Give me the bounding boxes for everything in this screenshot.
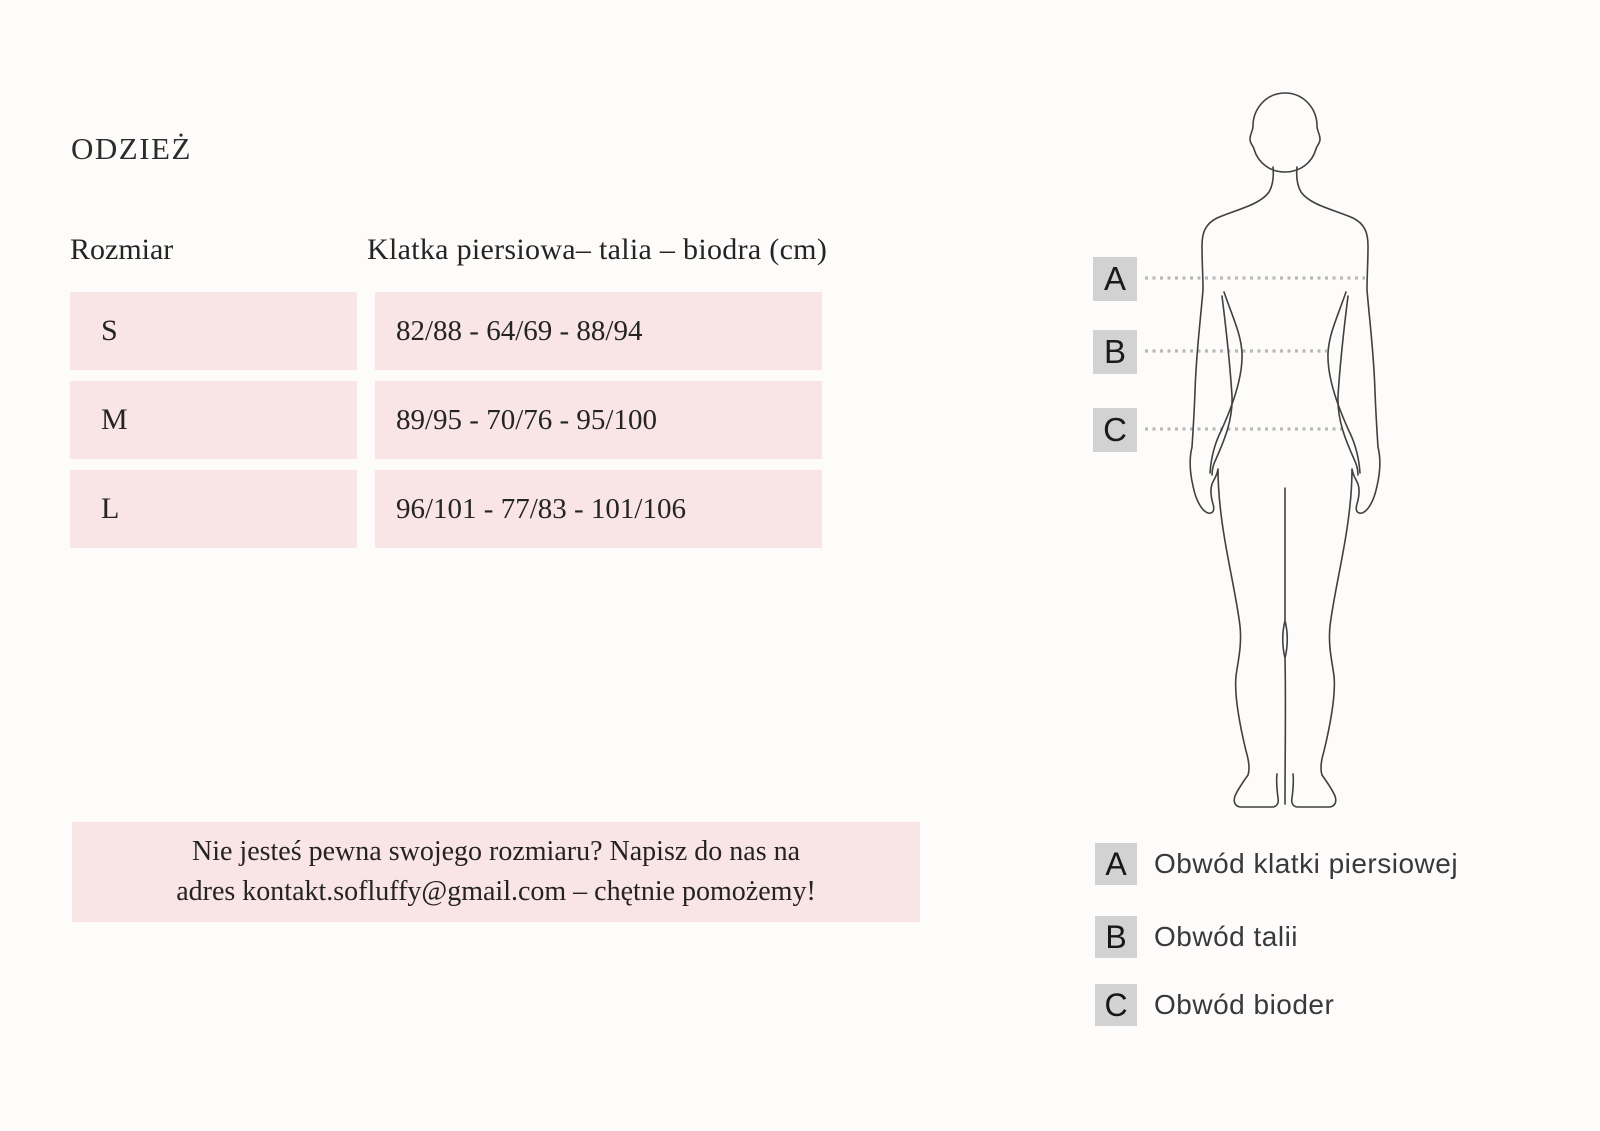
marker-chest (1093, 257, 1137, 301)
measurements-cell: 89/95 - 70/76 - 95/100 (375, 381, 822, 459)
legend-label-waist: Obwód talii (1154, 921, 1299, 952)
marker-hips (1093, 408, 1137, 452)
marker-chest-letter: A (1103, 260, 1126, 297)
measurements-column-header: Klatka piersiowa– talia – biodra (cm) (367, 233, 828, 266)
page-title: ODZIEŻ (71, 131, 192, 166)
figure-leg-seam (1283, 488, 1288, 804)
legend-label-chest: Obwód klatki piersiowej (1154, 848, 1459, 879)
help-note (72, 822, 920, 922)
marker-waist-letter: B (1103, 333, 1126, 370)
size-cell: S (70, 292, 357, 370)
figure-waist-curve-left (1210, 292, 1242, 473)
measurements-cell: 96/101 - 77/83 - 101/106 (375, 470, 822, 548)
help-note-line2: adres kontakt.sofluffy@gmail.com – chętnie pomożemy! (176, 876, 816, 907)
measurements-cell: 82/88 - 64/69 - 88/94 (375, 292, 822, 370)
legend-box-b: B (1095, 916, 1137, 958)
figure-head-outline (1250, 93, 1320, 172)
marker-hips-letter: C (1103, 411, 1127, 448)
size-column-header: Rozmiar (70, 233, 174, 266)
size-cell: M (70, 381, 357, 459)
legend-item-hips (1095, 984, 1334, 1026)
legend-box-a: A (1095, 843, 1137, 885)
figure-outline-left (1190, 167, 1278, 807)
legend-box-c: C (1095, 984, 1137, 1026)
marker-waist (1093, 330, 1137, 374)
legend-item-chest (1095, 843, 1458, 885)
size-cell: L (70, 470, 357, 548)
figure-waist-curve-right (1328, 292, 1360, 473)
help-note-line1: Nie jesteś pewna swojego rozmiaru? Napisz do nas na (191, 836, 801, 867)
figure-outline-right (1292, 167, 1380, 807)
legend-item-waist (1095, 916, 1298, 958)
legend-label-hips: Obwód bioder (1154, 989, 1335, 1020)
